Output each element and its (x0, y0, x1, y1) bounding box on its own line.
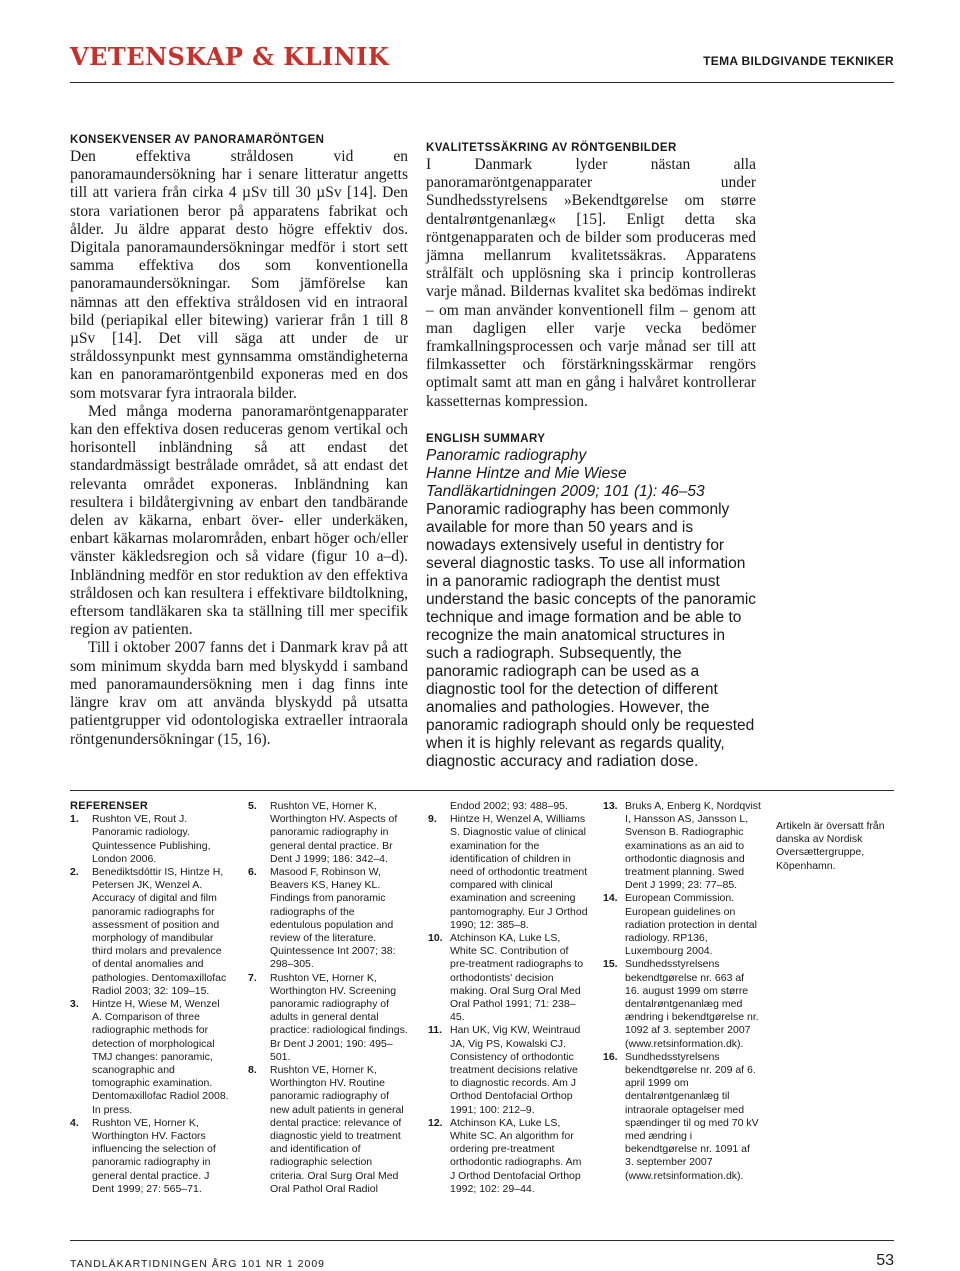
summary-title: Panoramic radiography (426, 446, 587, 464)
references-column-2 (248, 800, 408, 1196)
section-title: VETENSKAP & KLINIK (70, 42, 390, 71)
body-paragraph: Med många moderna panoramaröntgenapparater kan den effektiva dosen reduceras genom vertikal och horisontell inbländning så att endast det standardmässigt bestrålade området, så att endast det relevanta området exponeras. Inbländning kan resultera i bildåtergivning av enbart den tandbärande delen av käkarna, enbart över- eller underkäken, enbart käkarnas molarområden, enbart höger och/eller vänster käkledsregion och så vidare (figur 10 a–d). Inbländning medför en stor reduktion av den effektiva stråldosen och kan resultera i effektivare bildtolkning, eftersom tandläkaren ska ta ställning till mer specifik region av patienten. (70, 402, 408, 639)
reference-item: 7. Rushton VE, Horner K, Worthington HV. Screening panoramic radiography of adults in general dental practice: radiological findings. Br Dent J 2001; 190: 495–501. (248, 971, 408, 1063)
body-paragraph: I Danmark lyder nästan alla panoramaröntgenapparater under Sundhedsstyrelsens »Bekendtgørelse om større dentalrøntgenanlæg« [15]. Enligt detta ska röntgenapparaten och de bilder som produceras med jämna mellanrum kvalitetssäkras. Apparatens strålfält och upplösning ska i princip kontrolleras varje månad. Bildernas kvalitet ska bedömas indirekt – om man använder konventionell film – genom att man dagligen eller varje vecka bedömer framkallningsprocessen och varje månad ser till att filmkassetter och förstärkningsskärmar rengörs optimalt samt att man en gång i halvåret kontrollerar kassetternas kompression. (426, 156, 756, 410)
reference-item: 5. Rushton VE, Horner K, Worthington HV. Aspects of panoramic radiography in general dental practice. Br Dent J 1999; 186: 342–4. (248, 800, 398, 865)
header-divider (70, 82, 894, 83)
right-column (426, 140, 756, 771)
translation-note: Artikeln är översatt från danska av Nordisk Oversættergruppe, Köpenhamn. (776, 820, 885, 872)
reference-continuation: Endod 2002; 93: 488–95. (450, 800, 568, 812)
body-paragraph: Till i oktober 2007 fanns det i Danmark krav på att som minimum skydda barn med blyskydd i samband med panoramaundersökning men i dag finns inte längre krav om att använda blyskydd på utsatta patientgrupper vid odontologiska extraeller intraorala röntgenundersökningar (15, 16). (70, 639, 408, 748)
reference-item: 15. Sundhedsstyrelsens bekendtgørelse nr. 663 af 16. august 1999 om større dentalrøntgenanlæg med ændring i bekendtgørelse nr. 1092 af 3. september 2007 (www.retsinformation.dk). (603, 958, 759, 1050)
left-heading: KONSEKVENSER AV PANORAMARÖNTGEN (70, 134, 325, 146)
references-column-1 (70, 800, 230, 1196)
body-paragraph: Den effektiva stråldosen vid en panoramaundersökning har i senare litteratur angetts till att variera från cirka 4 µSv till 30 µSv [14]. Den stora variationen beror på apparatens fabrikat och ålder. Ju äldre apparat desto högre effektiv dos. Digitala panoramaundersökningar medför i stort sett samma effektiva dos som konventionella panoramaundersökningar. Som jämförelse kan nämnas att den effektiva stråldosen vid en intraoral bild (periapikal eller bitewing) varierar från 1 till 8 µSv [14]. Det vill säga att under de ur stråldossynpunkt mest gynnsamma omständigheterna kan en panoramaröntgenbild exponeras med en dos som motsvarar fyra intraorala bilder. (70, 148, 408, 402)
reference-item: 10. Atchinson KA, Luke LS, White SC. Contribution of pre-treatment radiographs to orthodontists' decision making. Oral Surg Oral Med Oral Pathol 1991; 71: 238–45. (428, 932, 584, 1024)
reference-item: 2. Benediktsdóttir IS, Hintze H, Petersen JK, Wenzel A. Accuracy of digital and film panoramic radiographs for assessment of position and morphology of mandibular third molars and prevalence of dental anomalies and pathologies. Dentomaxillofac Radiol 2003; 32: 109–15. (70, 866, 227, 997)
left-column (70, 132, 408, 749)
summary-authors: Hanne Hintze and Mie Wiese (426, 465, 627, 483)
summary-body: Panoramic radiography has been commonly available for more than 50 years and is nowadays extensively useful in dentistry for several diagnostic tasks. To use all information in a panoramic radiograph the dentist must understand the basic concepts of the panoramic technique and image formation and be able to recognize the main anatomical structures in such a radiograph. Subsequently, the panoramic radiograph can be used as a diagnostic tool for the detection of different anomalies and pathologies. However, the panoramic radiograph should only be requested when it is highly relevant as regards quality, diagnostic accuracy and radiation dose. (426, 501, 757, 771)
reference-item: 12. Atchinson KA, Luke LS, White SC. An algorithm for ordering pre-treatment orthodontic radiographs. Am J Orthod Dentofacial Orthop 1992; 102: 29–44. (428, 1116, 582, 1195)
summary-citation: Tandläkartidningen 2009; 101 (1): 46–53 (426, 483, 705, 501)
reference-item: 14. European Commission. European guidelines on radiation protection in dental radiology. RP136, Luxembourg 2004. (603, 892, 757, 958)
footer-divider (70, 1240, 894, 1241)
reference-item: 16. Sundhedsstyrelsens bekendtgørelse nr. 209 af 6. april 1999 om dentalrøntgenanlæg til intraorale optagelser med spændinger til og med 70 kV med ændring i bekendtgørelse nr. 1091 af 3. september 2007 (www.retsinformation.dk). (603, 1050, 759, 1182)
theme-title: TEMA BILDGIVANDE TEKNIKER (703, 54, 894, 68)
reference-item: 13. Bruks A, Enberg K, Nordqvist I, Hansson AS, Jansson L, Svenson B. Radiographic examinations as an aid to orthodontic diagnosis and treatment planning. Swed Dent J 1999; 23: 77–85. (603, 800, 761, 892)
references-column-3 (428, 800, 588, 1196)
page-header (0, 0, 960, 82)
reference-item: 6. Masood F, Robinson W, Beavers KS, Haney KL. Findings from panoramic radiographs of the edentulous population and review of the literature. Quintessence Int 2007; 38: 298–305. (248, 866, 396, 971)
references-divider (70, 790, 894, 791)
footer-journal: TANDLÄKARTIDNINGEN ÅRG 101 NR 1 2009 (70, 1258, 326, 1270)
reference-item: 9. Hintze H, Wenzel A, Williams S. Diagnostic value of clinical examination for the identification of children in need of orthodontic treatment compared with clinical examination and screening pantomography. Eur J Orthod 1990; 12: 385–8. (428, 813, 588, 931)
page-number: 53 (876, 1252, 894, 1269)
reference-item: 11. Han UK, Vig KW, Weintraud JA, Vig PS, Kowalski CJ. Consistency of orthodontic treatment decisions relative to diagnostic records. Am J Orthod Dentofacial Orthop 1991; 100: 212–9. (428, 1024, 581, 1116)
reference-item: 1. Rushton VE, Rout J. Panoramic radiology. Quintessence Publishing, London 2006. (70, 813, 211, 865)
references-heading: REFERENSER (70, 800, 149, 812)
references-column-4 (603, 800, 761, 1183)
reference-item: 3. Hintze H, Wiese M, Wenzel A. Comparison of three radiographic methods for detection of morphological TMJ changes: panoramic, scanographic and tomographic examination. Dentomaxillofac Radiol 2008. In press. (70, 998, 229, 1116)
reference-item: 4. Rushton VE, Horner K, Worthington HV. Factors influencing the selection of panoramic radiography in general dental practice. J Dent 1999; 27: 565–71. (70, 1116, 216, 1195)
summary-heading: ENGLISH SUMMARY (426, 432, 546, 445)
right-heading: KVALITETSSÄKRING AV RÖNTGENBILDER (426, 142, 677, 154)
reference-item: 8. Rushton VE, Horner K, Worthington HV. Routine panoramic radiography of new adult patients in general dental practice: relevance of diagnostic yield to treatment and identification of radiographic selection criteria. Oral Surg Oral Med Oral Pathol Oral Radiol (248, 1064, 404, 1195)
